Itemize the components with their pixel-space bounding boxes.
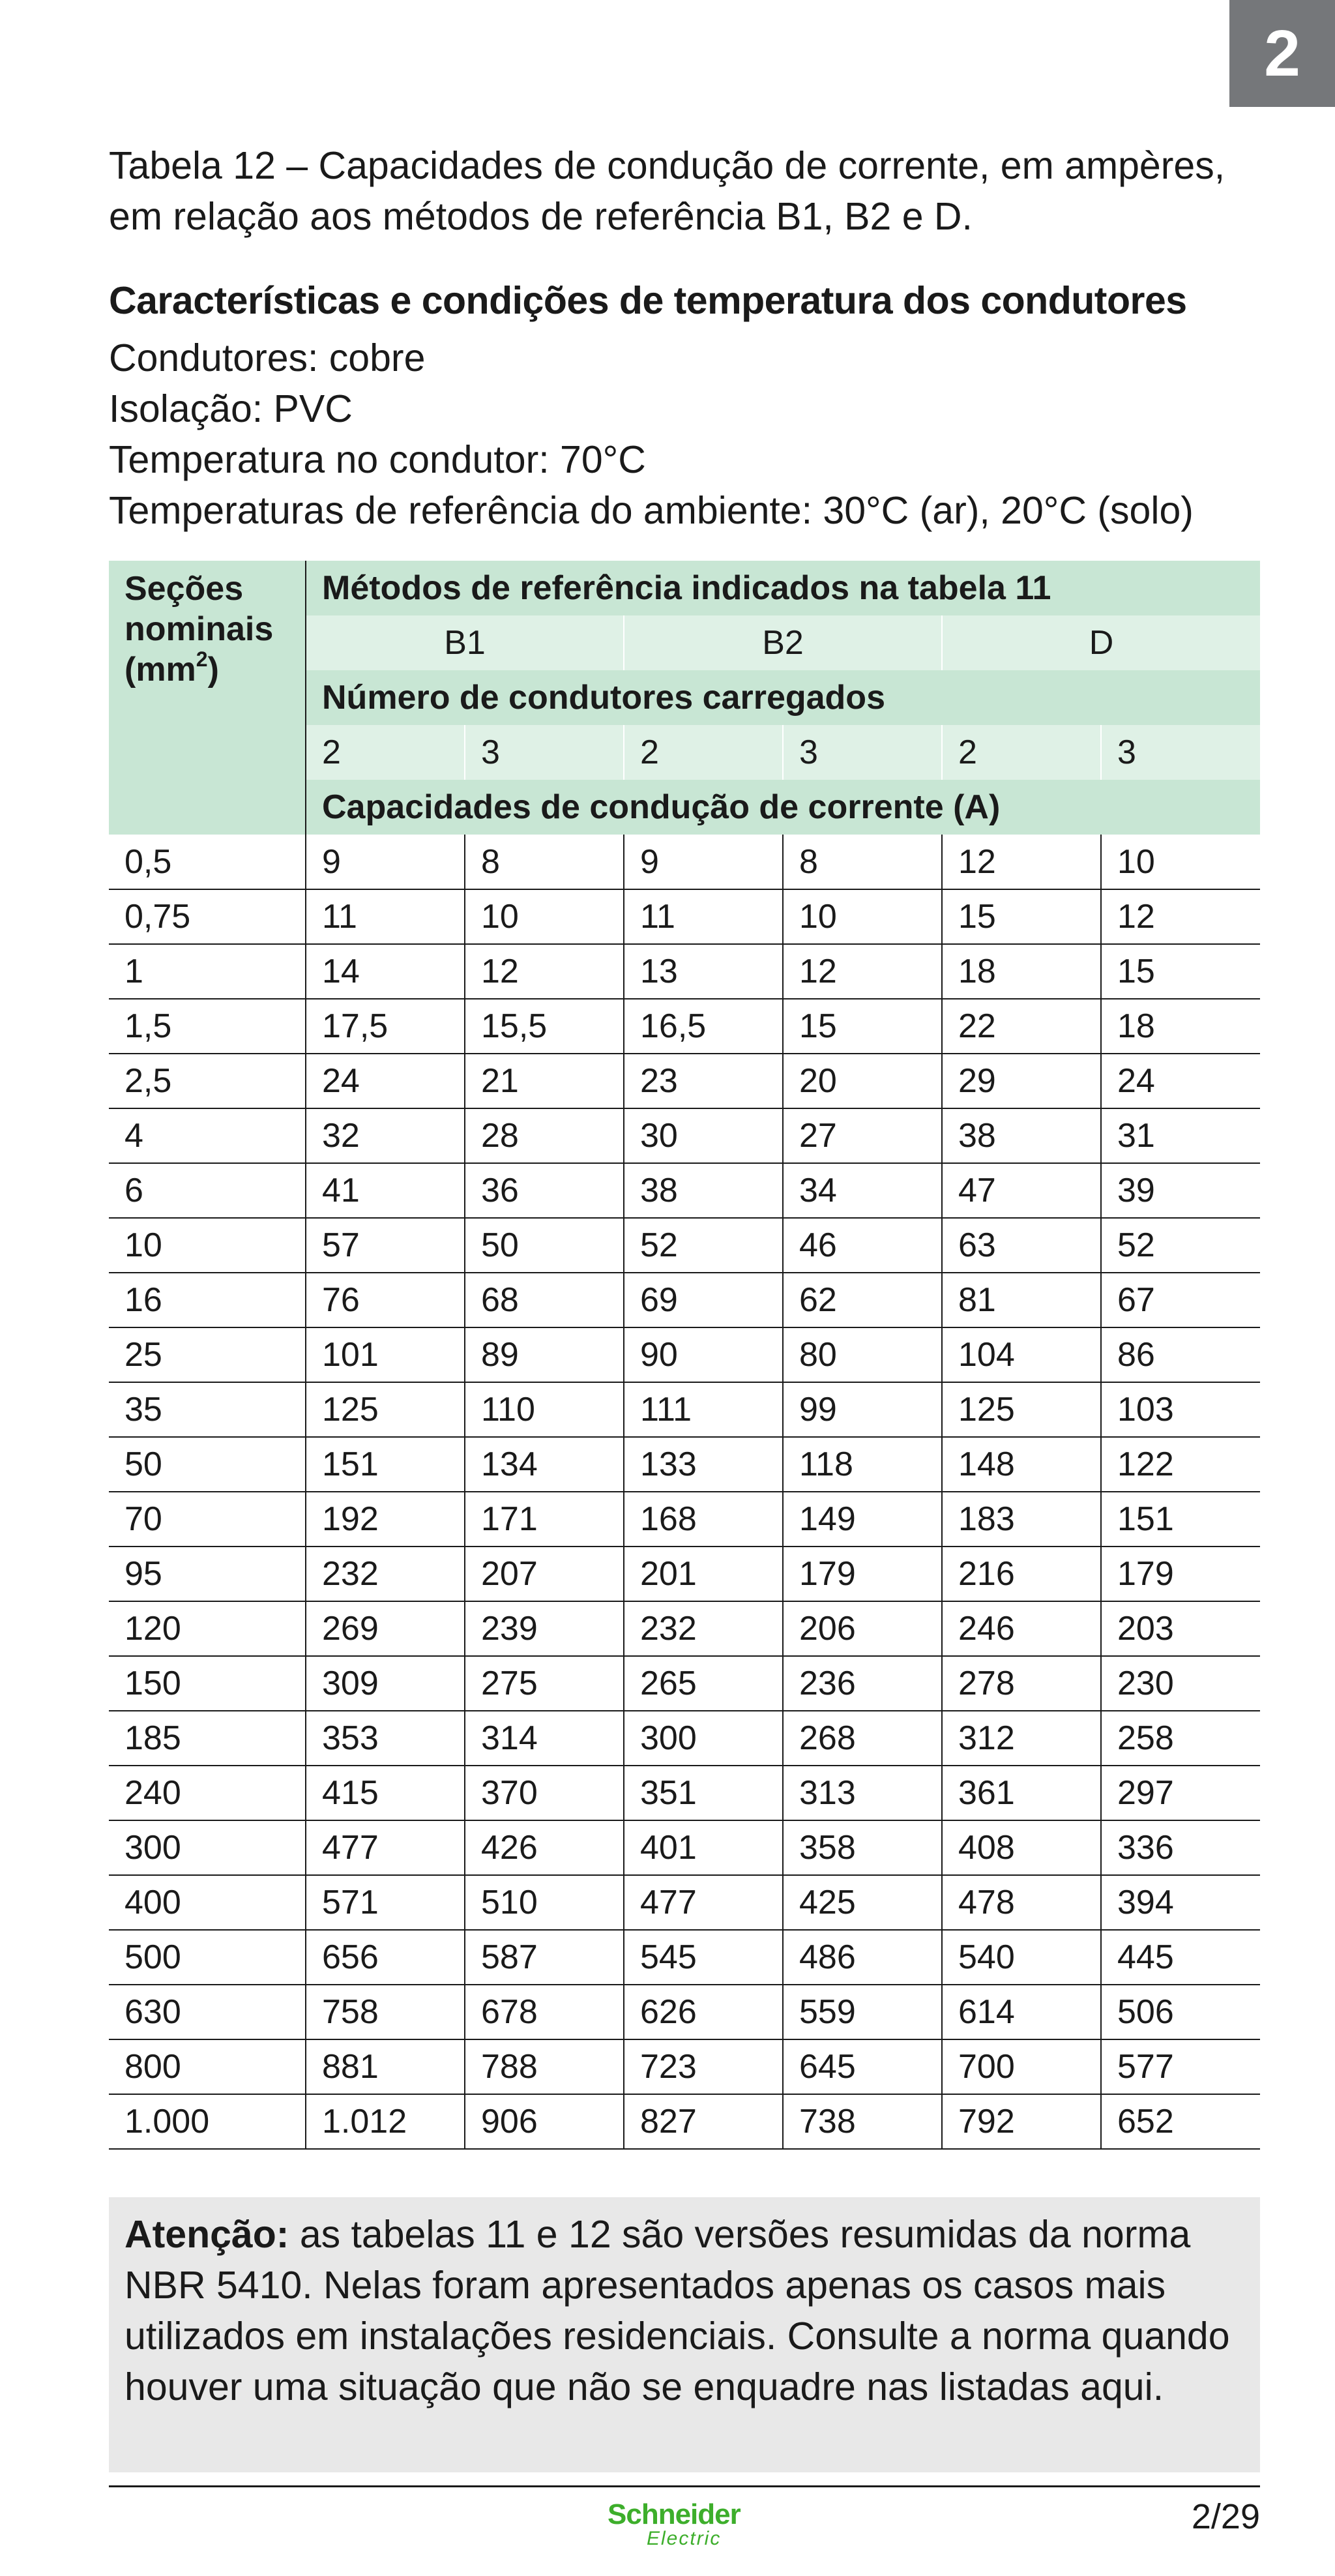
capacity-header: Capacidades de condução de corrente (A) [306,780,1260,835]
capacity-cell: 792 [942,2094,1101,2149]
capacity-cell: 29 [942,1054,1101,1108]
capacity-cell: 118 [783,1437,942,1492]
capacity-cell: 15,5 [465,999,624,1054]
capacity-cell: 700 [942,2039,1101,2094]
capacity-cell: 52 [624,1218,783,1273]
capacity-cell: 39 [1101,1163,1260,1218]
table-row [109,1163,1260,1218]
table-row [109,1985,1260,2039]
capacity-cell: 258 [1101,1711,1260,1766]
section-cell: 240 [109,1766,306,1820]
capacity-cell: 179 [783,1547,942,1601]
table-row [109,944,1260,999]
capacity-cell: 314 [465,1711,624,1766]
capacity-cell: 122 [1101,1437,1260,1492]
logo-wordmark: Schneider [608,2498,741,2530]
capacity-cell: 827 [624,2094,783,2149]
capacity-cell: 111 [624,1382,783,1437]
conductor-count: 3 [1101,725,1260,780]
capacity-cell: 906 [465,2094,624,2149]
capacity-cell: 201 [624,1547,783,1601]
capacity-cell: 652 [1101,2094,1260,2149]
table-row [109,1492,1260,1547]
note-label: Atenção: [125,2213,289,2256]
capacity-cell: 510 [465,1875,624,1930]
capacity-cell: 12 [783,944,942,999]
capacity-cell: 47 [942,1163,1101,1218]
condition-conductor: Condutores: cobre [109,336,426,379]
capacity-cell: 20 [783,1054,942,1108]
conductor-count: 2 [624,725,783,780]
capacity-cell: 18 [942,944,1101,999]
capacity-cell: 32 [306,1108,465,1163]
capacity-cell: 50 [465,1218,624,1273]
table-row [109,1327,1260,1382]
capacity-cell: 101 [306,1327,465,1382]
capacity-cell: 232 [624,1601,783,1656]
logo-subtext: Electric [647,2528,722,2549]
capacity-cell: 10 [783,889,942,944]
capacity-cell: 134 [465,1437,624,1492]
capacity-cell: 626 [624,1985,783,2039]
capacity-cell: 90 [624,1327,783,1382]
capacity-cell: 23 [624,1054,783,1108]
capacity-cell: 1.012 [306,2094,465,2149]
section-cell: 6 [109,1163,306,1218]
capacity-cell: 14 [306,944,465,999]
section-header-line2: nominais [125,610,274,648]
capacity-cell: 41 [306,1163,465,1218]
section-heading: Características e condições de temperatura dos condutores [109,279,1187,322]
capacity-cell: 149 [783,1492,942,1547]
capacity-cell: 477 [306,1820,465,1875]
table-row [109,1273,1260,1327]
section-cell: 25 [109,1327,306,1382]
condition-insulation: Isolação: PVC [109,387,353,430]
capacity-cell: 545 [624,1930,783,1985]
section-cell: 0,75 [109,889,306,944]
table-row [109,1875,1260,1930]
conductors-header: Número de condutores carregados [306,670,1260,725]
section-cell: 0,5 [109,835,306,889]
section-column-header [109,561,306,835]
capacity-cell: 571 [306,1875,465,1930]
capacity-cell: 678 [465,1985,624,2039]
capacity-cell: 881 [306,2039,465,2094]
capacity-cell: 62 [783,1273,942,1327]
table-row [109,1656,1260,1711]
capacity-cell: 309 [306,1656,465,1711]
capacity-cell: 89 [465,1327,624,1382]
schneider-logo [608,2500,764,2553]
capacity-cell: 540 [942,1930,1101,1985]
capacity-cell: 312 [942,1711,1101,1766]
capacity-cell: 22 [942,999,1101,1054]
table-row [109,1601,1260,1656]
capacity-cell: 12 [942,835,1101,889]
capacity-cell: 110 [465,1382,624,1437]
table-row [109,1108,1260,1163]
capacity-cell: 15 [1101,944,1260,999]
chapter-tab: 2 [1229,0,1335,107]
capacity-cell: 506 [1101,1985,1260,2039]
conductor-count: 3 [465,725,624,780]
capacity-cell: 183 [942,1492,1101,1547]
capacity-cell: 18 [1101,999,1260,1054]
capacity-cell: 13 [624,944,783,999]
capacity-cell: 239 [465,1601,624,1656]
capacity-cell: 645 [783,2039,942,2094]
capacity-cell: 445 [1101,1930,1260,1985]
section-cell: 35 [109,1382,306,1437]
capacity-cell: 17,5 [306,999,465,1054]
capacity-cell: 151 [1101,1492,1260,1547]
table-row [109,1382,1260,1437]
section-cell: 120 [109,1601,306,1656]
section-header-close: ) [207,651,219,688]
section-cell: 150 [109,1656,306,1711]
capacity-cell: 230 [1101,1656,1260,1711]
capacity-cell: 36 [465,1163,624,1218]
footer-divider [109,2485,1260,2487]
capacity-cell: 236 [783,1656,942,1711]
section-cell: 4 [109,1108,306,1163]
capacity-cell: 24 [306,1054,465,1108]
condition-ambient-temperature: Temperaturas de referência do ambiente: 30°C (ar), 20°C (solo) [109,489,1194,532]
capacity-cell: 559 [783,1985,942,2039]
method-d: D [942,615,1260,670]
capacity-cell: 788 [465,2039,624,2094]
table-row [109,999,1260,1054]
capacity-cell: 268 [783,1711,942,1766]
capacity-cell: 67 [1101,1273,1260,1327]
capacity-cell: 278 [942,1656,1101,1711]
method-b1: B1 [306,615,624,670]
capacity-cell: 415 [306,1766,465,1820]
section-cell: 10 [109,1218,306,1273]
table-row [109,2094,1260,2149]
section-cell: 630 [109,1985,306,2039]
section-cell: 1 [109,944,306,999]
capacity-cell: 313 [783,1766,942,1820]
section-header-superscript: 2 [196,647,208,671]
capacity-cell: 104 [942,1327,1101,1382]
capacity-cell: 168 [624,1492,783,1547]
capacity-cell: 34 [783,1163,942,1218]
capacity-cell: 370 [465,1766,624,1820]
capacity-cell: 103 [1101,1382,1260,1437]
capacity-cell: 232 [306,1547,465,1601]
capacity-cell: 656 [306,1930,465,1985]
table-row [109,1547,1260,1601]
capacity-cell: 151 [306,1437,465,1492]
section-cell: 1.000 [109,2094,306,2149]
condition-conductor-temperature: Temperatura no condutor: 70°C [109,438,646,481]
capacity-cell: 353 [306,1711,465,1766]
capacity-cell: 300 [624,1711,783,1766]
section-header-line1: Seções [125,570,244,608]
section-cell: 50 [109,1437,306,1492]
table-row [109,1766,1260,1820]
capacity-cell: 21 [465,1054,624,1108]
capacity-cell: 24 [1101,1054,1260,1108]
capacity-cell: 216 [942,1547,1101,1601]
capacity-cell: 10 [465,889,624,944]
capacity-cell: 614 [942,1985,1101,2039]
capacity-cell: 758 [306,1985,465,2039]
capacity-cell: 275 [465,1656,624,1711]
capacity-cell: 133 [624,1437,783,1492]
capacity-cell: 68 [465,1273,624,1327]
page-number: 2/29 [1191,2497,1260,2536]
capacity-cell: 408 [942,1820,1101,1875]
capacity-cell: 46 [783,1218,942,1273]
capacity-cell: 192 [306,1492,465,1547]
capacity-cell: 31 [1101,1108,1260,1163]
capacity-cell: 478 [942,1875,1101,1930]
conditions-list [109,333,1194,536]
capacity-cell: 125 [306,1382,465,1437]
capacity-cell: 9 [624,835,783,889]
capacity-cell: 297 [1101,1766,1260,1820]
capacity-cell: 11 [306,889,465,944]
capacity-cell: 738 [783,2094,942,2149]
conductor-count: 2 [942,725,1101,780]
attention-note [109,2197,1260,2472]
capacity-cell: 80 [783,1327,942,1382]
capacity-cell: 361 [942,1766,1101,1820]
capacity-cell: 577 [1101,2039,1260,2094]
table-row [109,2039,1260,2094]
table-row [109,1711,1260,1766]
capacity-cell: 99 [783,1382,942,1437]
capacity-cell: 69 [624,1273,783,1327]
conductor-count: 2 [306,725,465,780]
capacity-cell: 15 [942,889,1101,944]
section-cell: 185 [109,1711,306,1766]
capacity-cell: 63 [942,1218,1101,1273]
section-cell: 800 [109,2039,306,2094]
table-row [109,835,1260,889]
capacity-cell: 8 [465,835,624,889]
section-cell: 16 [109,1273,306,1327]
capacity-cell: 723 [624,2039,783,2094]
capacity-cell: 81 [942,1273,1101,1327]
table-body [109,835,1260,2149]
capacity-cell: 86 [1101,1327,1260,1382]
capacity-cell: 203 [1101,1601,1260,1656]
capacity-cell: 10 [1101,835,1260,889]
capacity-cell: 30 [624,1108,783,1163]
capacity-cell: 587 [465,1930,624,1985]
capacity-cell: 351 [624,1766,783,1820]
note-text: as tabelas 11 e 12 são versões resumidas da norma NBR 5410. Nelas foram apresentados apenas os casos mais utilizados em instalações residenciais. Consulte a norma quando houver uma situação que não se enquadre nas listadas aqui. [125,2213,1230,2408]
section-cell: 400 [109,1875,306,1930]
capacity-cell: 336 [1101,1820,1260,1875]
capacity-cell: 9 [306,835,465,889]
capacity-cell: 206 [783,1601,942,1656]
capacity-cell: 265 [624,1656,783,1711]
capacity-cell: 28 [465,1108,624,1163]
capacity-cell: 477 [624,1875,783,1930]
capacity-cell: 358 [783,1820,942,1875]
table-row [109,1437,1260,1492]
capacity-cell: 179 [1101,1547,1260,1601]
capacity-cell: 486 [783,1930,942,1985]
table-row [109,1930,1260,1985]
table-row [109,889,1260,944]
capacity-cell: 15 [783,999,942,1054]
capacity-cell: 38 [942,1108,1101,1163]
capacity-cell: 27 [783,1108,942,1163]
section-cell: 70 [109,1492,306,1547]
capacity-cell: 52 [1101,1218,1260,1273]
table-row [109,1218,1260,1273]
table-title: Tabela 12 – Capacidades de condução de corrente, em ampères, em relação aos métodos de referência B1, B2 e D. [109,144,1225,238]
section-cell: 500 [109,1930,306,1985]
capacity-cell: 148 [942,1437,1101,1492]
section-cell: 300 [109,1820,306,1875]
capacity-cell: 57 [306,1218,465,1273]
capacity-cell: 12 [1101,889,1260,944]
capacity-cell: 401 [624,1820,783,1875]
table-row [109,1054,1260,1108]
capacity-cell: 426 [465,1820,624,1875]
capacity-cell: 38 [624,1163,783,1218]
capacity-cell: 11 [624,889,783,944]
capacity-cell: 246 [942,1601,1101,1656]
table-row [109,1820,1260,1875]
capacity-cell: 8 [783,835,942,889]
method-b2: B2 [624,615,942,670]
section-cell: 1,5 [109,999,306,1054]
capacity-cell: 394 [1101,1875,1260,1930]
capacity-cell: 125 [942,1382,1101,1437]
section-header-line3: (mm [125,651,196,688]
ampacity-table [109,561,1260,2150]
capacity-cell: 207 [465,1547,624,1601]
capacity-cell: 16,5 [624,999,783,1054]
capacity-cell: 76 [306,1273,465,1327]
capacity-cell: 12 [465,944,624,999]
section-cell: 2,5 [109,1054,306,1108]
capacity-cell: 425 [783,1875,942,1930]
section-cell: 95 [109,1547,306,1601]
capacity-cell: 171 [465,1492,624,1547]
conductor-count: 3 [783,725,942,780]
methods-header: Métodos de referência indicados na tabela 11 [306,561,1260,615]
capacity-cell: 269 [306,1601,465,1656]
